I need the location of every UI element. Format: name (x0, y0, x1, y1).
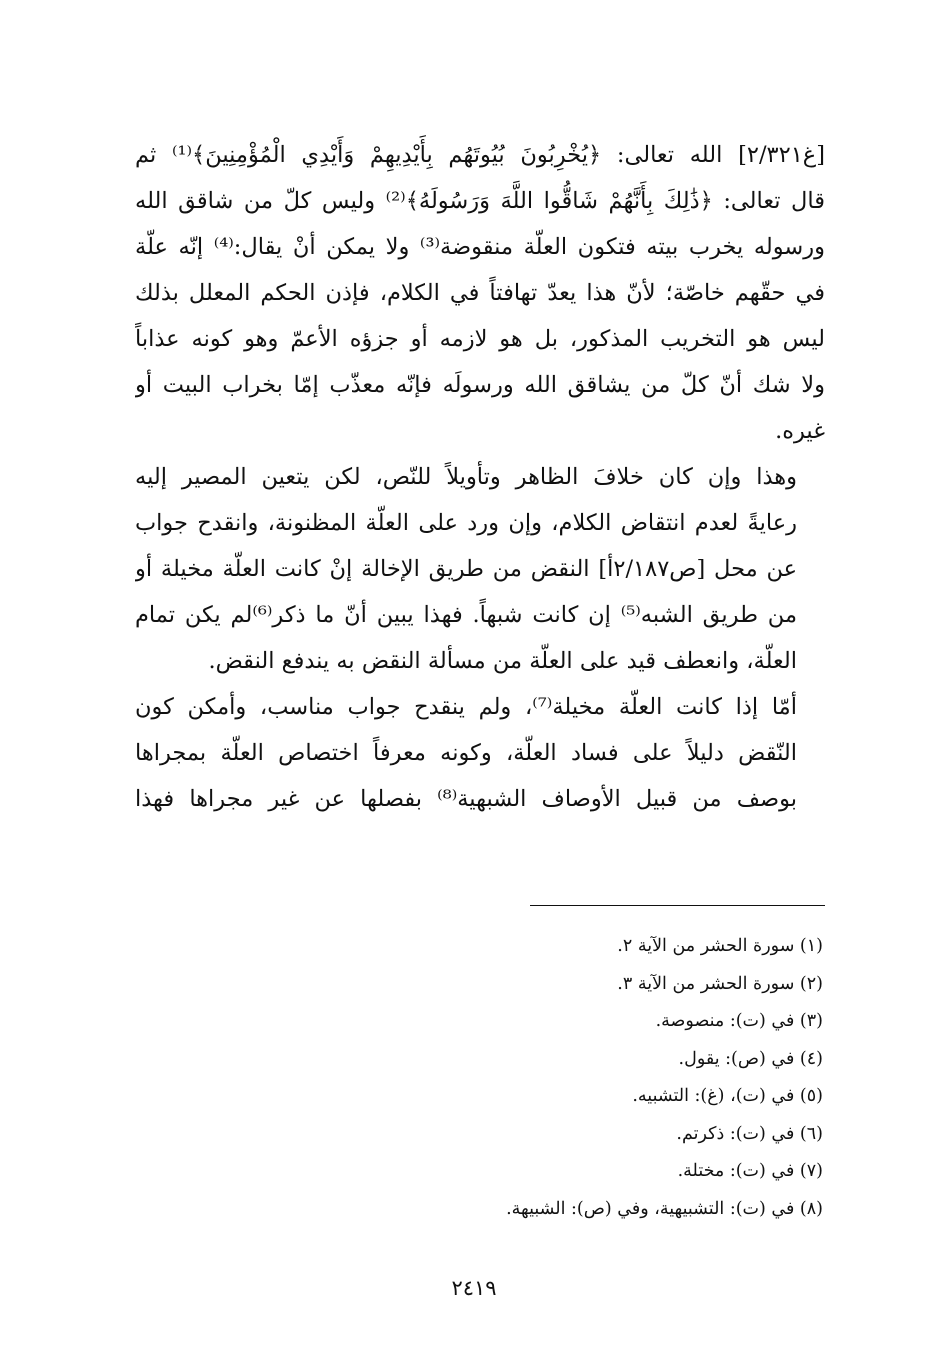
paragraph-3 (135, 684, 825, 822)
text-line: النّقض دليلاً على فساد العلّة، وكونه معرفاً اختصاص العلّة بمجراها (135, 740, 797, 766)
page-number: ٢٤١٩ (451, 1276, 497, 1300)
text-line: أمّا إذا كانت العلّة مخيلة⁽⁷⁾، ولم ينقدح جواب مناسب، وأمكن كون (135, 694, 797, 720)
main-text (135, 132, 825, 822)
text-line: ورسوله يخرب بيته فتكون العلّة منقوضة⁽³⁾ ولا يمكن أنْ يقال:⁽⁴⁾ إنّه علّة (135, 234, 825, 260)
footnote-item: (٦) في (ت): ذكرتم. (676, 1123, 823, 1144)
text-line: عن محل [ص٢/١٨٧أ] النقض من طريق الإخالة إنْ كانت العلّة مخيلة أو (135, 556, 798, 582)
text-line: وهذا وإن كان خلافَ الظاهر وتأويلاً للنّص، لكن يتعين المصير إليه (135, 464, 797, 490)
text-line: العلّة، وانعطف قيد على العلّة من مسألة النقض به يندفع النقض. (208, 648, 797, 674)
text-line: في حقّهم خاصّة؛ لأنّ هذا يعدّ تهافتاً في الكلام، فإذن الحكم المعلل بذلك (135, 280, 825, 306)
footnote-item: (٨) في (ت): التشبيهية، وفي (ص): الشبيهة. (506, 1198, 823, 1219)
footnote-item: (١) سورة الحشر من الآية ٢. (617, 936, 823, 956)
footnote-item: (٢) سورة الحشر من الآية ٣. (617, 973, 823, 994)
text-line: ولا شك أنّ كلّ من يشاقق الله ورسولَه فإنّه معذّب إمّا بخراب البيت أو (135, 372, 825, 398)
footnote-item: (٥) في (ت)، (غ): التشبيه. (632, 1086, 823, 1106)
text-line: غيره. (775, 418, 825, 444)
footnote-item: (٣) في (ت): منصوصة. (655, 1011, 823, 1031)
text-line: ليس هو التخريب المذكور، بل هو لازمه أو جزؤه الأعمّ وهو كونه عذاباً (135, 326, 825, 352)
footnote-item: (٧) في (ت): مختلة. (677, 1161, 823, 1181)
text-line: رعايةً لعدم انتقاض الكلام، وإن ورد على العلّة المظنونة، وانقدح جواب (135, 510, 797, 536)
paragraph-1 (135, 132, 825, 454)
footnote-item: (٤) في (ص): يقول. (678, 1048, 823, 1069)
text-line: [غ٢/٣٢١] الله تعالى: ﴿يُخْرِبُونَ بُيُوتَهُم بِأَيْدِيهِمْ وَأَيْدِي الْمُؤْمِنِينَ﴾⁽¹⁾ ثم (135, 142, 825, 168)
paragraph-2 (135, 454, 825, 684)
text-line: قال تعالى: ﴿ذَٰلِكَ بِأَنَّهُمْ شَاقُّوا اللَّهَ وَرَسُولَهُ﴾⁽²⁾ وليس كلّ من شاقق الله (135, 188, 825, 214)
footnotes-list (300, 928, 825, 1228)
text-line: بوصف من قبيل الأوصاف الشبهية⁽⁸⁾ بفصلها عن غير مجراها فهذا (135, 786, 797, 812)
footnote-separator (530, 905, 825, 906)
text-line: من طريق الشبه⁽⁵⁾ إن كانت شبهاً. فهذا يبين أنّ ما ذكر⁽⁶⁾لم يكن تمام (135, 602, 797, 628)
